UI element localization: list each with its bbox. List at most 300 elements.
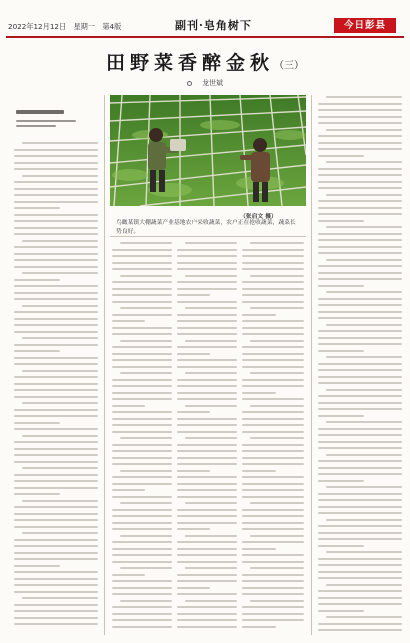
text-line-placeholder bbox=[326, 161, 402, 163]
text-line-placeholder bbox=[112, 457, 172, 459]
text-line-placeholder bbox=[177, 379, 237, 381]
issue-date: 2022年12月12日 bbox=[8, 22, 67, 31]
text-line-placeholder bbox=[14, 584, 98, 586]
photo-credit: （张启文 摄） bbox=[240, 214, 277, 220]
text-line-placeholder bbox=[112, 528, 172, 530]
text-line-placeholder bbox=[250, 242, 304, 244]
text-line-placeholder bbox=[242, 366, 304, 368]
text-line-placeholder bbox=[318, 181, 402, 183]
text-line-placeholder bbox=[112, 450, 172, 452]
text-line-placeholder bbox=[185, 372, 237, 374]
text-line-placeholder bbox=[120, 242, 172, 244]
text-line-placeholder bbox=[177, 398, 237, 400]
text-line-placeholder bbox=[242, 619, 304, 621]
text-line-placeholder bbox=[177, 509, 237, 511]
text-line-placeholder bbox=[177, 593, 237, 595]
text-line-placeholder bbox=[177, 444, 237, 446]
text-line-placeholder bbox=[318, 122, 402, 124]
text-line-placeholder bbox=[112, 522, 172, 524]
section-title: 副刊·皂角树下 bbox=[175, 19, 252, 32]
article-column-4 bbox=[242, 242, 304, 632]
text-line-placeholder bbox=[112, 444, 172, 446]
article-column-5 bbox=[318, 96, 402, 636]
text-line-placeholder bbox=[242, 353, 304, 355]
text-line-placeholder bbox=[242, 249, 304, 251]
author-name: 龙世斌 bbox=[202, 79, 223, 87]
text-line-placeholder bbox=[318, 317, 402, 319]
text-line-placeholder bbox=[112, 320, 145, 322]
text-line-placeholder bbox=[112, 541, 172, 543]
text-line-placeholder bbox=[326, 486, 402, 488]
text-line-placeholder bbox=[242, 281, 304, 283]
text-line-placeholder bbox=[242, 606, 304, 608]
text-line-placeholder bbox=[326, 519, 402, 521]
text-line-placeholder bbox=[242, 268, 304, 270]
text-line-placeholder bbox=[318, 603, 402, 605]
text-line-placeholder bbox=[14, 571, 98, 573]
text-line-placeholder bbox=[318, 512, 402, 514]
text-line-placeholder bbox=[112, 301, 172, 303]
text-line-placeholder bbox=[14, 376, 98, 378]
masthead-rule bbox=[6, 36, 404, 38]
text-line-placeholder bbox=[14, 214, 98, 216]
text-line-placeholder bbox=[318, 577, 402, 579]
text-line-placeholder bbox=[242, 496, 304, 498]
text-line-placeholder bbox=[318, 304, 402, 306]
text-line-placeholder bbox=[242, 528, 304, 530]
text-line-placeholder bbox=[14, 461, 98, 463]
text-line-placeholder bbox=[242, 613, 304, 615]
text-line-placeholder bbox=[120, 600, 172, 602]
text-line-placeholder bbox=[318, 610, 364, 612]
text-line-placeholder bbox=[318, 337, 402, 339]
text-line-placeholder bbox=[22, 467, 98, 469]
byline bbox=[0, 78, 410, 88]
text-line-placeholder bbox=[326, 356, 402, 358]
issue-meta bbox=[8, 22, 126, 32]
text-line-placeholder bbox=[14, 623, 98, 625]
text-line-placeholder bbox=[22, 370, 98, 372]
text-line-placeholder bbox=[318, 428, 402, 430]
text-line-placeholder bbox=[177, 496, 237, 498]
text-line-placeholder bbox=[14, 545, 98, 547]
text-line-placeholder bbox=[185, 600, 237, 602]
text-line-placeholder bbox=[112, 574, 145, 576]
text-line-placeholder bbox=[250, 307, 304, 309]
text-line-placeholder bbox=[120, 535, 172, 537]
text-line-placeholder bbox=[112, 379, 172, 381]
text-line-placeholder bbox=[242, 385, 304, 387]
text-line-placeholder bbox=[22, 597, 98, 599]
text-line-placeholder bbox=[318, 103, 402, 105]
text-line-placeholder bbox=[22, 337, 98, 339]
text-line-placeholder bbox=[14, 207, 60, 209]
text-line-placeholder bbox=[112, 580, 172, 582]
text-line-placeholder bbox=[242, 314, 276, 316]
text-line-placeholder bbox=[112, 548, 172, 550]
text-line-placeholder bbox=[177, 281, 237, 283]
text-line-placeholder bbox=[14, 259, 98, 261]
text-line-placeholder bbox=[14, 383, 98, 385]
text-line-placeholder bbox=[22, 272, 98, 274]
text-line-placeholder bbox=[318, 369, 402, 371]
text-line-placeholder bbox=[318, 187, 402, 189]
text-line-placeholder bbox=[112, 411, 172, 413]
text-line-placeholder bbox=[177, 626, 237, 628]
text-line-placeholder bbox=[112, 359, 172, 361]
text-line-placeholder bbox=[22, 175, 98, 177]
text-line-placeholder bbox=[14, 201, 98, 203]
text-line-placeholder bbox=[318, 525, 402, 527]
text-line-placeholder bbox=[177, 489, 237, 491]
text-line-placeholder bbox=[14, 474, 98, 476]
text-line-placeholder bbox=[22, 532, 98, 534]
text-line-placeholder bbox=[112, 281, 172, 283]
text-line-placeholder bbox=[318, 207, 402, 209]
text-line-placeholder bbox=[14, 578, 98, 580]
text-line-placeholder bbox=[14, 422, 60, 424]
text-line-placeholder bbox=[318, 538, 402, 540]
text-line-placeholder bbox=[14, 324, 98, 326]
article-column-2 bbox=[112, 242, 172, 632]
text-line-placeholder bbox=[120, 275, 172, 277]
text-line-placeholder bbox=[120, 372, 172, 374]
text-line-placeholder bbox=[318, 200, 402, 202]
text-line-placeholder bbox=[242, 522, 304, 524]
text-line-placeholder bbox=[177, 476, 237, 478]
text-line-placeholder bbox=[242, 327, 304, 329]
text-line-placeholder bbox=[177, 457, 237, 459]
text-line-placeholder bbox=[14, 298, 98, 300]
text-line-placeholder bbox=[185, 567, 237, 569]
text-line-placeholder bbox=[112, 353, 172, 355]
text-line-placeholder bbox=[112, 587, 172, 589]
text-line-placeholder bbox=[318, 447, 402, 449]
text-line-placeholder bbox=[177, 385, 237, 387]
text-line-placeholder bbox=[14, 610, 98, 612]
text-line-placeholder bbox=[14, 233, 98, 235]
text-line-placeholder bbox=[326, 291, 402, 293]
text-line-placeholder bbox=[185, 437, 237, 439]
issue-weekday: 星期一 bbox=[73, 22, 96, 31]
text-line-placeholder bbox=[14, 168, 98, 170]
text-line-placeholder bbox=[318, 467, 402, 469]
text-line-placeholder bbox=[318, 473, 402, 475]
photo-divider bbox=[110, 236, 306, 237]
text-line-placeholder bbox=[318, 233, 402, 235]
text-line-placeholder bbox=[177, 359, 237, 361]
text-line-placeholder bbox=[318, 493, 402, 495]
text-line-placeholder bbox=[242, 444, 304, 446]
text-line-placeholder bbox=[112, 294, 172, 296]
text-line-placeholder bbox=[318, 623, 402, 625]
text-line-placeholder bbox=[242, 288, 304, 290]
text-line-placeholder bbox=[318, 213, 402, 215]
text-line-placeholder bbox=[242, 346, 304, 348]
text-line-placeholder bbox=[177, 268, 237, 270]
text-line-placeholder bbox=[177, 249, 237, 251]
text-line-placeholder bbox=[14, 519, 98, 521]
text-line-placeholder bbox=[318, 402, 402, 404]
text-line-placeholder bbox=[318, 597, 402, 599]
text-line-placeholder bbox=[22, 305, 98, 307]
text-line-placeholder bbox=[14, 539, 98, 541]
text-line-placeholder bbox=[185, 502, 237, 504]
text-line-placeholder bbox=[14, 526, 98, 528]
text-line-placeholder bbox=[242, 548, 276, 550]
text-line-placeholder bbox=[14, 246, 98, 248]
text-line-placeholder bbox=[112, 431, 172, 433]
text-line-placeholder bbox=[177, 392, 237, 394]
text-line-placeholder bbox=[318, 350, 364, 352]
text-line-placeholder bbox=[242, 450, 304, 452]
text-line-placeholder bbox=[120, 470, 172, 472]
text-line-placeholder bbox=[22, 240, 98, 242]
text-line-placeholder bbox=[242, 574, 304, 576]
text-line-placeholder bbox=[242, 541, 304, 543]
text-line-placeholder bbox=[22, 435, 98, 437]
text-line-placeholder bbox=[318, 298, 402, 300]
text-line-placeholder bbox=[14, 617, 98, 619]
text-line-placeholder bbox=[326, 96, 402, 98]
text-line-placeholder bbox=[112, 249, 172, 251]
text-line-placeholder bbox=[177, 574, 237, 576]
text-line-placeholder bbox=[185, 340, 237, 342]
text-line-placeholder bbox=[22, 500, 98, 502]
text-line-placeholder bbox=[326, 129, 402, 131]
text-line-placeholder bbox=[326, 616, 402, 618]
text-line-placeholder bbox=[177, 320, 237, 322]
text-line-placeholder bbox=[120, 502, 172, 504]
text-line-placeholder bbox=[242, 320, 304, 322]
text-line-placeholder bbox=[318, 558, 402, 560]
text-line-placeholder bbox=[242, 255, 304, 257]
text-line-placeholder bbox=[112, 489, 145, 491]
text-line-placeholder bbox=[14, 253, 98, 255]
text-line-placeholder bbox=[326, 584, 402, 586]
text-line-placeholder bbox=[250, 502, 304, 504]
byline-circle-icon bbox=[187, 81, 192, 86]
greenhouse-photo-illustration bbox=[110, 95, 306, 206]
text-line-placeholder bbox=[14, 220, 98, 222]
text-line-placeholder bbox=[177, 353, 210, 355]
text-line-placeholder bbox=[318, 363, 402, 365]
text-line-placeholder bbox=[318, 148, 402, 150]
text-line-placeholder bbox=[242, 515, 304, 517]
text-line-placeholder bbox=[112, 333, 172, 335]
text-line-placeholder bbox=[242, 593, 304, 595]
article-column-3 bbox=[177, 242, 237, 632]
text-line-placeholder bbox=[112, 509, 172, 511]
text-line-placeholder bbox=[242, 457, 304, 459]
text-line-placeholder bbox=[177, 587, 210, 589]
text-line-placeholder bbox=[177, 541, 237, 543]
text-line-placeholder bbox=[242, 294, 304, 296]
text-line-placeholder bbox=[242, 489, 304, 491]
text-line-placeholder bbox=[14, 409, 98, 411]
text-line-placeholder bbox=[177, 301, 237, 303]
article-column-1 bbox=[14, 142, 98, 630]
text-line-placeholder bbox=[318, 155, 364, 157]
text-line-placeholder bbox=[112, 398, 172, 400]
text-line-placeholder bbox=[177, 431, 237, 433]
text-line-placeholder bbox=[318, 629, 402, 631]
text-line-placeholder bbox=[14, 279, 60, 281]
article-title bbox=[0, 48, 410, 75]
text-line-placeholder bbox=[242, 554, 304, 556]
text-line-placeholder bbox=[318, 285, 364, 287]
text-line-placeholder bbox=[318, 278, 402, 280]
text-line-placeholder bbox=[112, 405, 145, 407]
text-line-placeholder bbox=[318, 330, 402, 332]
text-line-placeholder bbox=[112, 463, 172, 465]
text-line-placeholder bbox=[177, 424, 237, 426]
text-line-placeholder bbox=[177, 346, 237, 348]
text-line-placeholder bbox=[250, 437, 304, 439]
text-line-placeholder bbox=[14, 227, 98, 229]
text-line-placeholder bbox=[112, 561, 172, 563]
text-line-placeholder bbox=[242, 476, 304, 478]
text-line-placeholder bbox=[14, 591, 98, 593]
text-line-placeholder bbox=[318, 174, 402, 176]
text-line-placeholder bbox=[318, 395, 402, 397]
text-line-placeholder bbox=[318, 135, 402, 137]
text-line-placeholder bbox=[177, 366, 237, 368]
text-line-placeholder bbox=[242, 301, 304, 303]
text-line-placeholder bbox=[14, 552, 98, 554]
text-line-placeholder bbox=[318, 460, 402, 462]
photo-caption: 鸟瞰某镇大棚蔬菜产业基地农户采收蔬菜，农户正在抢收蔬菜，蔬菜长势良好。 bbox=[116, 220, 296, 235]
issue-page: 第4版 bbox=[102, 22, 122, 31]
text-line-placeholder bbox=[242, 580, 304, 582]
text-line-placeholder bbox=[318, 246, 402, 248]
text-line-placeholder bbox=[112, 424, 172, 426]
text-line-placeholder bbox=[177, 580, 237, 582]
text-line-placeholder bbox=[318, 480, 364, 482]
text-line-placeholder bbox=[318, 571, 402, 573]
text-line-placeholder bbox=[14, 181, 98, 183]
text-line-placeholder bbox=[177, 548, 237, 550]
text-line-placeholder bbox=[112, 255, 172, 257]
text-line-placeholder bbox=[14, 188, 98, 190]
text-line-placeholder bbox=[112, 262, 172, 264]
text-line-placeholder bbox=[14, 350, 60, 352]
text-line-placeholder bbox=[177, 262, 237, 264]
text-line-placeholder bbox=[14, 480, 98, 482]
column-divider bbox=[104, 95, 105, 635]
text-line-placeholder bbox=[177, 613, 237, 615]
text-line-placeholder bbox=[177, 288, 237, 290]
newspaper-logo: 今日彭县 bbox=[334, 18, 396, 33]
text-line-placeholder bbox=[112, 593, 172, 595]
text-line-placeholder bbox=[14, 344, 98, 346]
text-line-placeholder bbox=[14, 513, 98, 515]
text-line-placeholder bbox=[112, 554, 172, 556]
text-line-placeholder bbox=[318, 311, 402, 313]
text-line-placeholder bbox=[14, 285, 98, 287]
text-line-placeholder bbox=[242, 392, 276, 394]
text-line-placeholder bbox=[185, 275, 237, 277]
text-line-placeholder bbox=[14, 155, 98, 157]
text-line-placeholder bbox=[326, 259, 402, 261]
text-line-placeholder bbox=[14, 363, 98, 365]
text-line-placeholder bbox=[250, 567, 304, 569]
text-line-placeholder bbox=[112, 288, 172, 290]
text-line-placeholder bbox=[242, 509, 304, 511]
text-line-placeholder bbox=[318, 590, 402, 592]
text-line-placeholder bbox=[177, 327, 237, 329]
text-line-placeholder bbox=[177, 554, 237, 556]
text-line-placeholder bbox=[14, 454, 98, 456]
text-line-placeholder bbox=[14, 506, 98, 508]
text-line-placeholder bbox=[177, 411, 210, 413]
text-line-placeholder bbox=[318, 506, 402, 508]
text-line-placeholder bbox=[14, 487, 98, 489]
text-line-placeholder bbox=[318, 532, 402, 534]
text-line-placeholder bbox=[318, 252, 402, 254]
text-line-placeholder bbox=[242, 587, 304, 589]
text-line-placeholder bbox=[14, 357, 98, 359]
text-line-placeholder bbox=[112, 385, 172, 387]
text-line-placeholder bbox=[14, 493, 60, 495]
text-line-placeholder bbox=[14, 448, 98, 450]
text-line-placeholder bbox=[326, 551, 402, 553]
text-line-placeholder bbox=[185, 242, 237, 244]
text-line-placeholder bbox=[318, 382, 402, 384]
text-line-placeholder bbox=[112, 346, 172, 348]
masthead bbox=[0, 0, 410, 40]
text-line-placeholder bbox=[14, 331, 98, 333]
text-line-placeholder bbox=[14, 428, 98, 430]
text-line-placeholder bbox=[14, 194, 98, 196]
text-line-placeholder bbox=[326, 324, 402, 326]
text-line-placeholder bbox=[177, 314, 237, 316]
text-line-placeholder bbox=[14, 389, 98, 391]
text-line-placeholder bbox=[318, 343, 402, 345]
text-line-placeholder bbox=[177, 528, 210, 530]
text-line-placeholder bbox=[242, 333, 304, 335]
text-line-placeholder bbox=[242, 470, 276, 472]
text-line-placeholder bbox=[120, 340, 172, 342]
text-line-placeholder bbox=[250, 600, 304, 602]
text-line-placeholder bbox=[326, 389, 402, 391]
text-line-placeholder bbox=[185, 405, 237, 407]
text-line-placeholder bbox=[318, 109, 402, 111]
text-line-placeholder bbox=[318, 499, 402, 501]
article-title-part: （三） bbox=[274, 60, 304, 72]
text-line-placeholder bbox=[318, 239, 402, 241]
text-line-placeholder bbox=[120, 567, 172, 569]
text-line-placeholder bbox=[185, 535, 237, 537]
text-line-placeholder bbox=[318, 272, 402, 274]
column-divider bbox=[311, 95, 312, 635]
text-line-placeholder bbox=[177, 522, 237, 524]
text-line-placeholder bbox=[177, 418, 237, 420]
text-line-placeholder bbox=[120, 437, 172, 439]
text-line-placeholder bbox=[177, 515, 237, 517]
text-line-placeholder bbox=[318, 220, 364, 222]
text-line-placeholder bbox=[14, 441, 98, 443]
text-line-placeholder bbox=[14, 162, 98, 164]
text-line-placeholder bbox=[242, 483, 304, 485]
text-line-placeholder bbox=[22, 402, 98, 404]
text-line-placeholder bbox=[112, 418, 172, 420]
text-line-placeholder bbox=[326, 226, 402, 228]
text-line-placeholder bbox=[318, 415, 364, 417]
text-line-placeholder bbox=[250, 275, 304, 277]
text-line-placeholder bbox=[14, 311, 98, 313]
text-line-placeholder bbox=[242, 262, 304, 264]
